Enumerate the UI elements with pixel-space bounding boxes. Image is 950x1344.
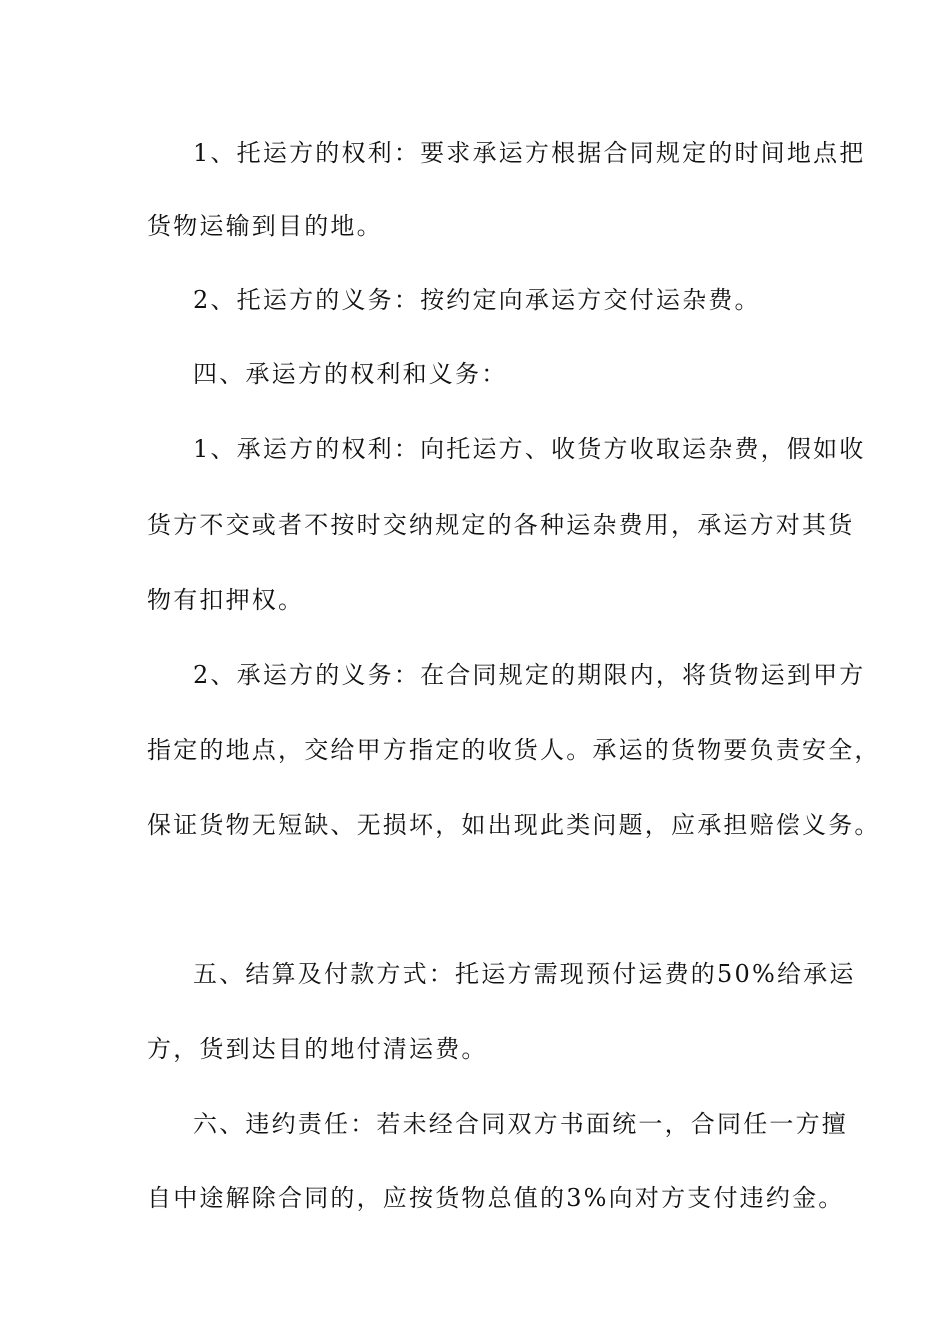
liability-line-1: 六、违约责任：若未经合同双方书面统一，合同任一方擅 (193, 1110, 848, 1138)
carrier-duties-line-1: 2、承运方的义务：在合同规定的期限内，将货物运到甲方 (193, 661, 866, 689)
carrier-duties-line-2: 指定的地点，交给甲方指定的收货人。承运的货物要负责安全， (147, 736, 881, 764)
shipper-rights-line-2: 货物运输到目的地。 (147, 212, 383, 240)
carrier-duties-line-3: 保证货物无短缺、无损坏，如出现此类问题，应承担赔偿义务。 (147, 811, 881, 839)
shipper-duties-line: 2、托运方的义务：按约定向承运方交付运杂费。 (193, 286, 761, 314)
settlement-line-1: 五、结算及付款方式：托运方需现预付运费的50%给承运 (193, 960, 856, 988)
settlement-line-2: 方，货到达目的地付清运费。 (147, 1035, 488, 1063)
section-four-heading: 四、承运方的权利和义务： (193, 360, 508, 388)
shipper-rights-line-1: 1、托运方的权利：要求承运方根据合同规定的时间地点把 (193, 139, 866, 167)
carrier-rights-line-1: 1、承运方的权利：向托运方、收货方收取运杂费，假如收 (193, 435, 866, 463)
liability-line-2: 自中途解除合同的，应按货物总值的3%向对方支付违约金。 (147, 1184, 845, 1212)
carrier-rights-line-3: 物有扣押权。 (147, 586, 305, 614)
carrier-rights-line-2: 货方不交或者不按时交纳规定的各种运杂费用，承运方对其货 (147, 511, 855, 539)
